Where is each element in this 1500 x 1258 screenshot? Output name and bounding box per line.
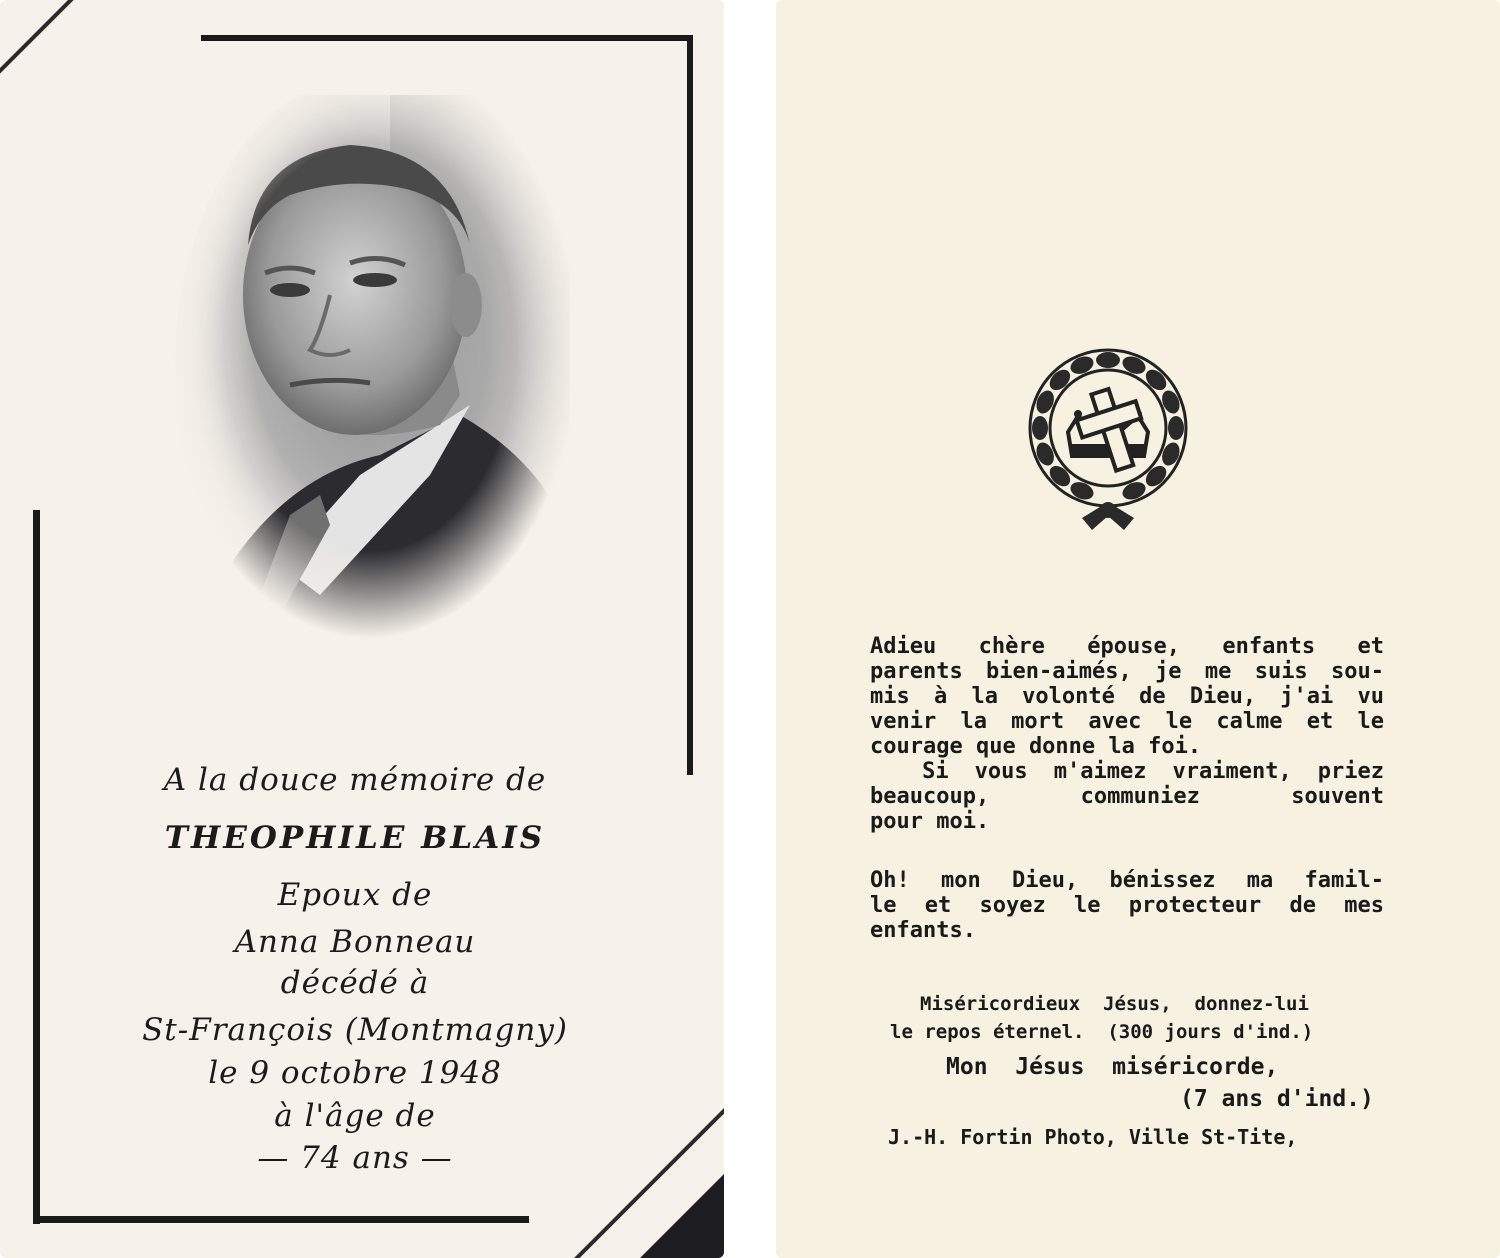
wreath-leaf (1046, 366, 1074, 394)
memorial-intro: A la douce mémoire de (163, 762, 547, 798)
spouse-name: Anna Bonneau (234, 924, 476, 960)
family-blessing-prayer (870, 868, 1384, 943)
prayer-line: pour moi. (870, 809, 990, 834)
prayer-line: beaucoup, communiez souvent (870, 784, 1384, 809)
frame-rule-right (687, 35, 693, 775)
death-date: le 9 octobre 1948 (208, 1055, 502, 1091)
spouse-label: Epoux de (277, 877, 433, 913)
frame-rule-top (201, 35, 693, 41)
memorial-card-front (0, 0, 724, 1258)
portrait-photo (170, 95, 570, 655)
wreath-leaf (1168, 416, 1184, 440)
memorial-card-back (776, 0, 1500, 1258)
photographer-credit: J.-H. Fortin Photo, Ville St-Tite, (888, 1125, 1298, 1149)
prayer-line: Adieu chère épouse, enfants et (870, 634, 1384, 659)
frame-rule-bottom (33, 1216, 529, 1223)
prayer-line: Oh! mon Dieu, bénissez ma famil- (870, 868, 1384, 893)
wreath-leaf (1096, 352, 1120, 368)
wreath-leaf (1032, 416, 1048, 440)
indulgence-line-3: Mon Jésus miséricorde, (946, 1054, 1279, 1080)
age-years: — 74 ans — (257, 1140, 453, 1176)
mourning-line-top-left (0, 0, 155, 131)
wreath-leaf (1046, 462, 1074, 490)
prayer-line: venir la mort avec le calme et le (870, 709, 1384, 734)
wreath-leaf (1142, 462, 1170, 490)
indulgence-line-4: (7 ans d'ind.) (1180, 1086, 1374, 1112)
prayer-line: mis à la volonté de Dieu, j'ai vu (870, 684, 1384, 709)
indulgence-line-1: Miséricordieux Jésus, donnez-lui (920, 993, 1309, 1015)
age-label: à l'âge de (274, 1098, 436, 1134)
deceased-label: décédé à (280, 965, 430, 1001)
prayer-line: enfants. (870, 918, 976, 943)
wreath-crown-cross-icon (1012, 332, 1204, 532)
wreath-leaf (1142, 366, 1170, 394)
death-place: St-François (Montmagny) (142, 1012, 568, 1048)
farewell-prayer (870, 634, 1384, 834)
deceased-name: THEOPHILE BLAIS (164, 820, 546, 856)
prayer-line: le et soyez le protecteur de mes (870, 893, 1384, 918)
prayer-line: parents bien-aimés, je me suis sou- (870, 659, 1384, 684)
prayer-line: courage que donne la foi. (870, 734, 1202, 759)
indulgence-line-2: le repos éternel. (300 jours d'ind.) (890, 1021, 1314, 1043)
prayer-line: Si vous m'aimez vraiment, priez (870, 759, 1384, 784)
